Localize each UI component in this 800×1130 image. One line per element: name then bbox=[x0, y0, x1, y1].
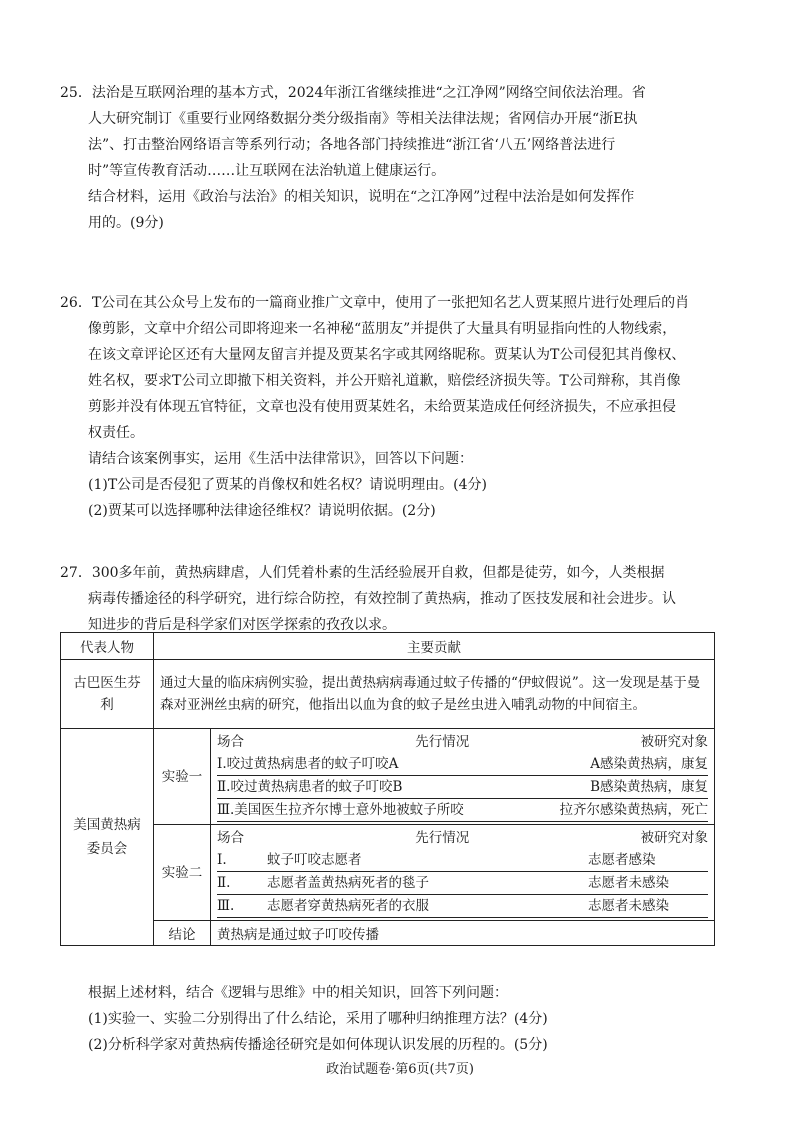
exp2-antecedent: 志愿者穿黄热病死者的衣服 bbox=[267, 898, 429, 914]
q26-line: 剪影并没有体现五官特征，文章也没有使用贾某姓名，未给贾某造成任何经济损失，不应承担侵 bbox=[88, 399, 676, 415]
question-26 bbox=[60, 290, 750, 524]
exp1-antecedent: Ⅲ.美国医生拉齐尔博士意外地被蚊子所咬 bbox=[217, 802, 464, 818]
exp2-antecedent: 志愿者盖黄热病死者的毯子 bbox=[267, 875, 429, 891]
q26-line: 像剪影，文章中介绍公司即将迎来一名神秘“蓝朋友”并提供了大量具有明显指向性的人物线索， bbox=[88, 321, 677, 337]
conclusion-label: 结论 bbox=[154, 921, 211, 946]
exp1-row bbox=[217, 799, 708, 822]
exp2-antecedent: 蚊子叮咬志愿者 bbox=[267, 852, 362, 868]
exp2-header-row bbox=[217, 827, 708, 849]
q26-line: 在该文章评论区还有大量网友留言并提及贾某名字或其网络昵称。贾某认为T公司侵犯其肖像权、 bbox=[88, 347, 686, 363]
table-header-person: 代表人物 bbox=[61, 633, 154, 660]
question-27 bbox=[60, 560, 750, 638]
finlay-name: 古巴医生芬利 bbox=[61, 660, 154, 729]
conclusion-text: 黄热病是通过蚊子叮咬传播 bbox=[211, 921, 715, 946]
experiment-2-label: 实验二 bbox=[154, 825, 211, 921]
exp2-row bbox=[217, 895, 708, 918]
q25-line: 法”、打击整治网络语言等系列行动；各地各部门持续推进“浙江省‘八五’网络普法进行 bbox=[88, 137, 616, 153]
exp2-col-occasion: 场合 bbox=[217, 830, 244, 846]
exp1-row bbox=[217, 753, 708, 776]
exp2-result: 志愿者未感染 bbox=[588, 898, 669, 914]
q25-line: 25．法治是互联网治理的基本方式，2024年浙江省继续推进“之江净网”网络空间依法治理。省 bbox=[60, 85, 646, 101]
q27-line: 27．300多年前，黄热病肆虐，人们凭着朴素的生活经验展开自救，但都是徒劳，如今，人类根据 bbox=[60, 565, 665, 581]
q27-line: 知进步的背后是科学家们对医学探索的孜孜以求。 bbox=[88, 617, 396, 633]
q27-prompt: 根据上述材料，结合《逻辑与思维》中的相关知识，回答下列问题： bbox=[88, 985, 508, 1001]
exp1-col-antecedent: 先行情况 bbox=[415, 734, 470, 750]
experiment-1-cell bbox=[211, 729, 715, 825]
q26-sub-1: (1)T公司是否侵犯了贾某的肖像权和姓名权？请说明理由。(4分) bbox=[88, 477, 487, 493]
page-footer: 政治试题卷·第6页(共7页) bbox=[326, 1062, 474, 1077]
exp2-occasion: Ⅰ. bbox=[217, 852, 227, 868]
experiment-1-label: 实验一 bbox=[154, 729, 211, 825]
q25-task: 用的。(9分) bbox=[88, 215, 164, 231]
q26-line: 权责任。 bbox=[88, 425, 144, 441]
question-25 bbox=[60, 80, 740, 236]
table-header-contribution: 主要贡献 bbox=[154, 633, 715, 660]
exp2-result: 志愿者未感染 bbox=[588, 875, 669, 891]
committee-name: 美国黄热病委员会 bbox=[61, 729, 154, 946]
q25-line: 时”等宣传教育活动……让互联网在法治轨道上健康运行。 bbox=[88, 163, 446, 179]
q26-sub-2: (2)贾某可以选择哪种法律途径维权？请说明依据。(2分) bbox=[88, 503, 436, 519]
q27-sub-2: (2)分析科学家对黄热病传播途径研究是如何体现认识发展的历程的。(5分) bbox=[88, 1037, 548, 1053]
exp1-col-occasion: 场合 bbox=[217, 734, 244, 750]
exp2-occasion: Ⅱ. bbox=[217, 875, 231, 891]
q27-sub-1: (1)实验一、实验二分别得出了什么结论，采用了哪种归纳推理方法？(4分) bbox=[88, 1011, 548, 1027]
exp1-row bbox=[217, 776, 708, 799]
q25-line: 人大研究制订《重要行业网络数据分类分级指南》等相关法律法规；省网信办开展“浙E执 bbox=[88, 111, 638, 127]
finlay-contribution: 通过大量的临床病例实验，提出黄热病病毒通过蚊子传播的“伊蚊假说”。这一发现是基于曼森对亚洲丝虫病的研究，他指出以血为食的蚊子是丝虫进入哺乳动物的中间宿主。 bbox=[154, 660, 715, 729]
exp2-row bbox=[217, 849, 708, 872]
exp2-col-antecedent: 先行情况 bbox=[415, 830, 470, 846]
exp2-occasion: Ⅲ. bbox=[217, 898, 235, 914]
exp2-col-subject: 被研究对象 bbox=[640, 830, 708, 846]
q26-line: 姓名权，要求T公司立即撤下相关资料，并公开赔礼道歉，赔偿经济损失等。T公司辩称，其肖像 bbox=[88, 373, 681, 389]
exp1-result: 拉齐尔感染黄热病，死亡 bbox=[559, 802, 708, 818]
yellow-fever-table bbox=[60, 632, 715, 946]
q27-line: 病毒传播途径的科学研究，进行综合防控，有效控制了黄热病，推动了医技发展和社会进步。认 bbox=[88, 591, 676, 607]
exp1-result: B感染黄热病，康复 bbox=[590, 779, 708, 795]
exp1-header-row bbox=[217, 731, 708, 753]
exp2-result: 志愿者感染 bbox=[588, 852, 656, 868]
q26-prompt: 请结合该案例事实，运用《生活中法律常识》，回答以下问题： bbox=[88, 451, 473, 467]
exp1-antecedent: Ⅰ.咬过黄热病患者的蚊子叮咬A bbox=[217, 756, 399, 772]
experiment-2-cell bbox=[211, 825, 715, 921]
exp1-col-subject: 被研究对象 bbox=[640, 734, 708, 750]
question-27-tasks bbox=[60, 980, 750, 1058]
exp2-row bbox=[217, 872, 708, 895]
q26-line: 26．T公司在其公众号上发布的一篇商业推广文章中，使用了一张把知名艺人贾某照片进行处理后的肖 bbox=[60, 295, 690, 311]
exp1-antecedent: Ⅱ.咬过黄热病患者的蚊子叮咬B bbox=[217, 779, 403, 795]
q25-task: 结合材料，运用《政治与法治》的相关知识，说明在“之江净网”过程中法治是如何发挥作 bbox=[88, 189, 635, 205]
exp1-result: A感染黄热病，康复 bbox=[590, 756, 708, 772]
